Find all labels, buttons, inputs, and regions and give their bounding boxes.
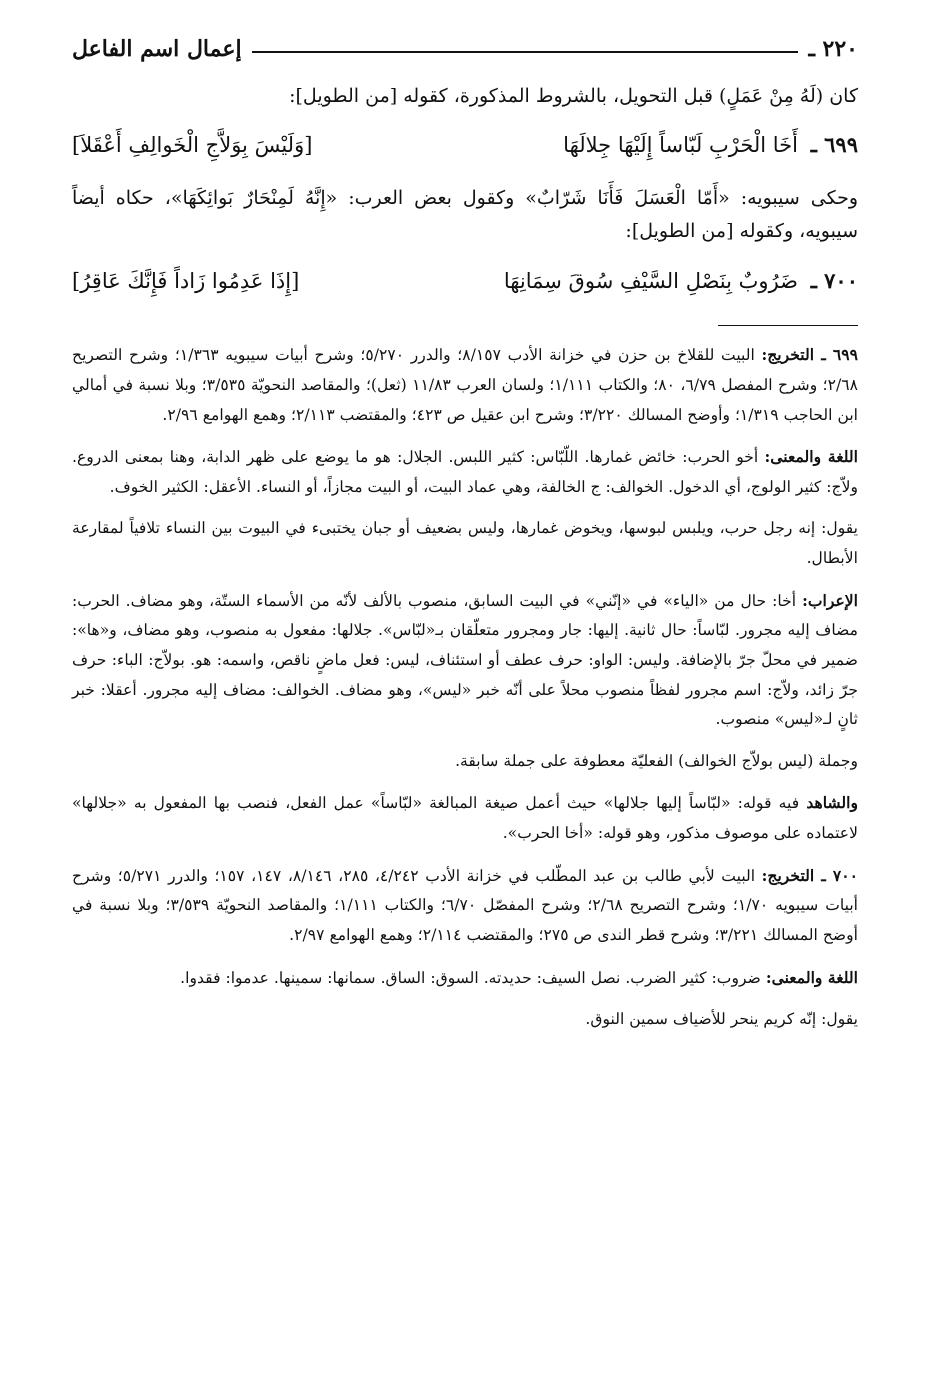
- note-label: الإعراب:: [802, 590, 858, 610]
- verse-699-first-hemistich: [563, 127, 858, 164]
- note-label: ٧٠٠ ـ التخريج:: [761, 865, 858, 885]
- page-number: ٢٢٠ ـ: [808, 36, 858, 62]
- verse-699: [72, 127, 858, 164]
- note-700-lugha: [72, 963, 858, 994]
- verse-700: [72, 263, 858, 300]
- page-header: [72, 30, 858, 62]
- verse-699-ajuz: [وَلَيْسَ بِوَلاَّجِ الْخَوالِفِ أَعْقَلاَ]: [72, 133, 313, 158]
- note-text: البيت للقلاخ بن حزن في خزانة الأدب ٨/١٥٧؛ والدرر ٥/٢٧٠؛ وشرح أبيات سيبويه ١/٣٦٣؛ وشرح التصريح ٢/٦٨؛ وشرح المفصل ٦/٧٩، ٨٠؛ والكتاب ١/١١١؛ ولسان العرب ١١/٨٣ (ثعل)؛ والمقاصد النحويّة ٣/٥٣٥؛ وبلا نسبة في أمالي ابن الحاجب ١/٣١٩؛ وأوضح المسالك ٣/٢٢٠؛ وشرح ابن عقيل ص ٤٢٣؛ والمقتضب ٢/١١٣؛ وهمع الهوامع ٢/٩٦.: [72, 346, 858, 424]
- main-text: [72, 80, 858, 299]
- note-text: ضروب: كثير الضرب. نصل السيف: حديدته. السوق: الساق. سمانها: سمينها. عدموا: فقدوا.: [180, 968, 766, 987]
- header-rule: [252, 51, 799, 53]
- intro-paragraph: كان (لَهُ مِنْ عَمَلٍ) قبل التحويل، بالشروط المذكورة، كقوله [من الطويل]:: [289, 85, 858, 107]
- note-text: أخا: حال من «الياء» في «إنّني» في البيت السابق، منصوب بالألف لأنّه من الأسماء الستّة، وهو مضاف. الحرب: مضاف إليه مجرور. لبّاساً: حال ثانية. إليها: جار ومجرور متعلّقان بـ«لبّاس». جلالها: مفعول به منصوب، وهو مضاف، و«ها»: ضمير في محلّ جرّ بالإضافة. وليس: الواو: حرف عطف أو استئناف، ليس: فعل ماضٍ ناقص، واسمه: هو. بولاّج: الباء: حرف جرّ زائد، ولاّج: اسم مجرور لفظاً منصوب محلاً على أنّه خبر «ليس»، وهو مضاف. الخوالف: مضاف إليه مجرور. أعقلا: خبر ثانٍ لـ«ليس» منصوب.: [72, 591, 858, 729]
- note-699-jumla: وجملة (ليس بولاّج الخوالف) الفعليّة معطوفة على جملة سابقة.: [455, 751, 858, 770]
- note-699-takhrij: [72, 340, 858, 430]
- note-699-irab: [72, 586, 858, 735]
- note-text: فيه قوله: «لبّاساً إليها جلالها» حيث أعمل صيغة المبالغة «لبّاساً» عمل الفعل، فنصب بها المفعول به «جلالها» لاعتماده على موصوف مذكور، وهو قوله: «أخا الحرب».: [72, 794, 858, 842]
- note-699-yaqul: يقول: إنه رجل حرب، ويلبس لبوسها، ويخوض غمارها، وليس بضعيف أو جبان يختبىء في البيوت بين النساء تلافياً لمقارعة الأبطال.: [72, 519, 858, 567]
- verse-699-number: ٦٩٩ ـ: [810, 132, 858, 158]
- note-label: والشاهد: [806, 793, 858, 813]
- note-700-yaqul: يقول: إنّه كريم ينحر للأضياف سمين النوق.: [585, 1010, 858, 1029]
- verse-699-sadr: أَخَا الْحَرْبِ لَبّاساً إِلَيْهَا جِلالَهَا: [563, 133, 798, 158]
- note-label: اللغة والمعنى:: [764, 447, 858, 467]
- footnotes: [72, 340, 858, 1035]
- note-text: أخو الحرب: خائض غمارها. اللّبّاس: كثير اللبس. الجلال: هو ما يوضع على ظهر الدابة، وهنا بمعنى الدروع. ولاّج: كثير الولوج، أي الدخول. الخوالف: ج الخالفة، وهي عماد البيت، أو البيت مجازاً، أو النساء. الأعقل: الكثير الخوف.: [72, 448, 858, 496]
- note-700-takhrij: [72, 861, 858, 951]
- note-label: ٦٩٩ ـ التخريج:: [761, 345, 858, 365]
- verse-700-sadr: ضَرُوبٌ بِنَصْلِ السَّيْفِ سُوقَ سِمَانِهَا: [503, 268, 798, 293]
- chapter-title: إعمال اسم الفاعل: [72, 36, 242, 62]
- verse-700-first-hemistich: [504, 263, 858, 300]
- footnote-divider: [718, 325, 858, 326]
- verse-700-ajuz: [إِذَا عَدِمُوا زَاداً فَإِنَّكَ عَاقِرُ]: [72, 268, 300, 293]
- note-label: اللغة والمعنى:: [765, 967, 858, 987]
- note-699-shahid: [72, 788, 858, 848]
- sibawayh-paragraph: وحكى سيبويه: «أَمّا الْعَسَلَ فَأَنَا شَرّابٌ» وكقول بعض العرب: «إِنَّهُ لَمِنْحَارٌ بَوائِكَهَا»، حكاه أيضاً سيبويه، وكقوله [من الطويل]:: [72, 187, 858, 243]
- verse-700-number: ٧٠٠ ـ: [810, 267, 858, 293]
- note-text: البيت لأبي طالب بن عبد المطّلب في خزانة الأدب ٤/٢٤٢، ٢٨٥، ٨/١٤٦، ١٤٧، ١٥٧؛ والدرر ٥/٢٧١؛ وشرح أبيات سيبويه ١/٧٠؛ وشرح التصريح ٢/٦٨؛ وشرح المفصّل ٦/٧٠؛ والكتاب ١/١١١؛ والمقاصد النحويّة ٣/٥٣٩؛ وبلا نسبة في أوضح المسالك ٣/٢٢١؛ وشرح قطر الندى ص ٢٧٥؛ والمقتضب ٢/١١٤؛ وهمع الهوامع ٢/٩٧.: [72, 866, 858, 944]
- note-699-lugha: [72, 442, 858, 502]
